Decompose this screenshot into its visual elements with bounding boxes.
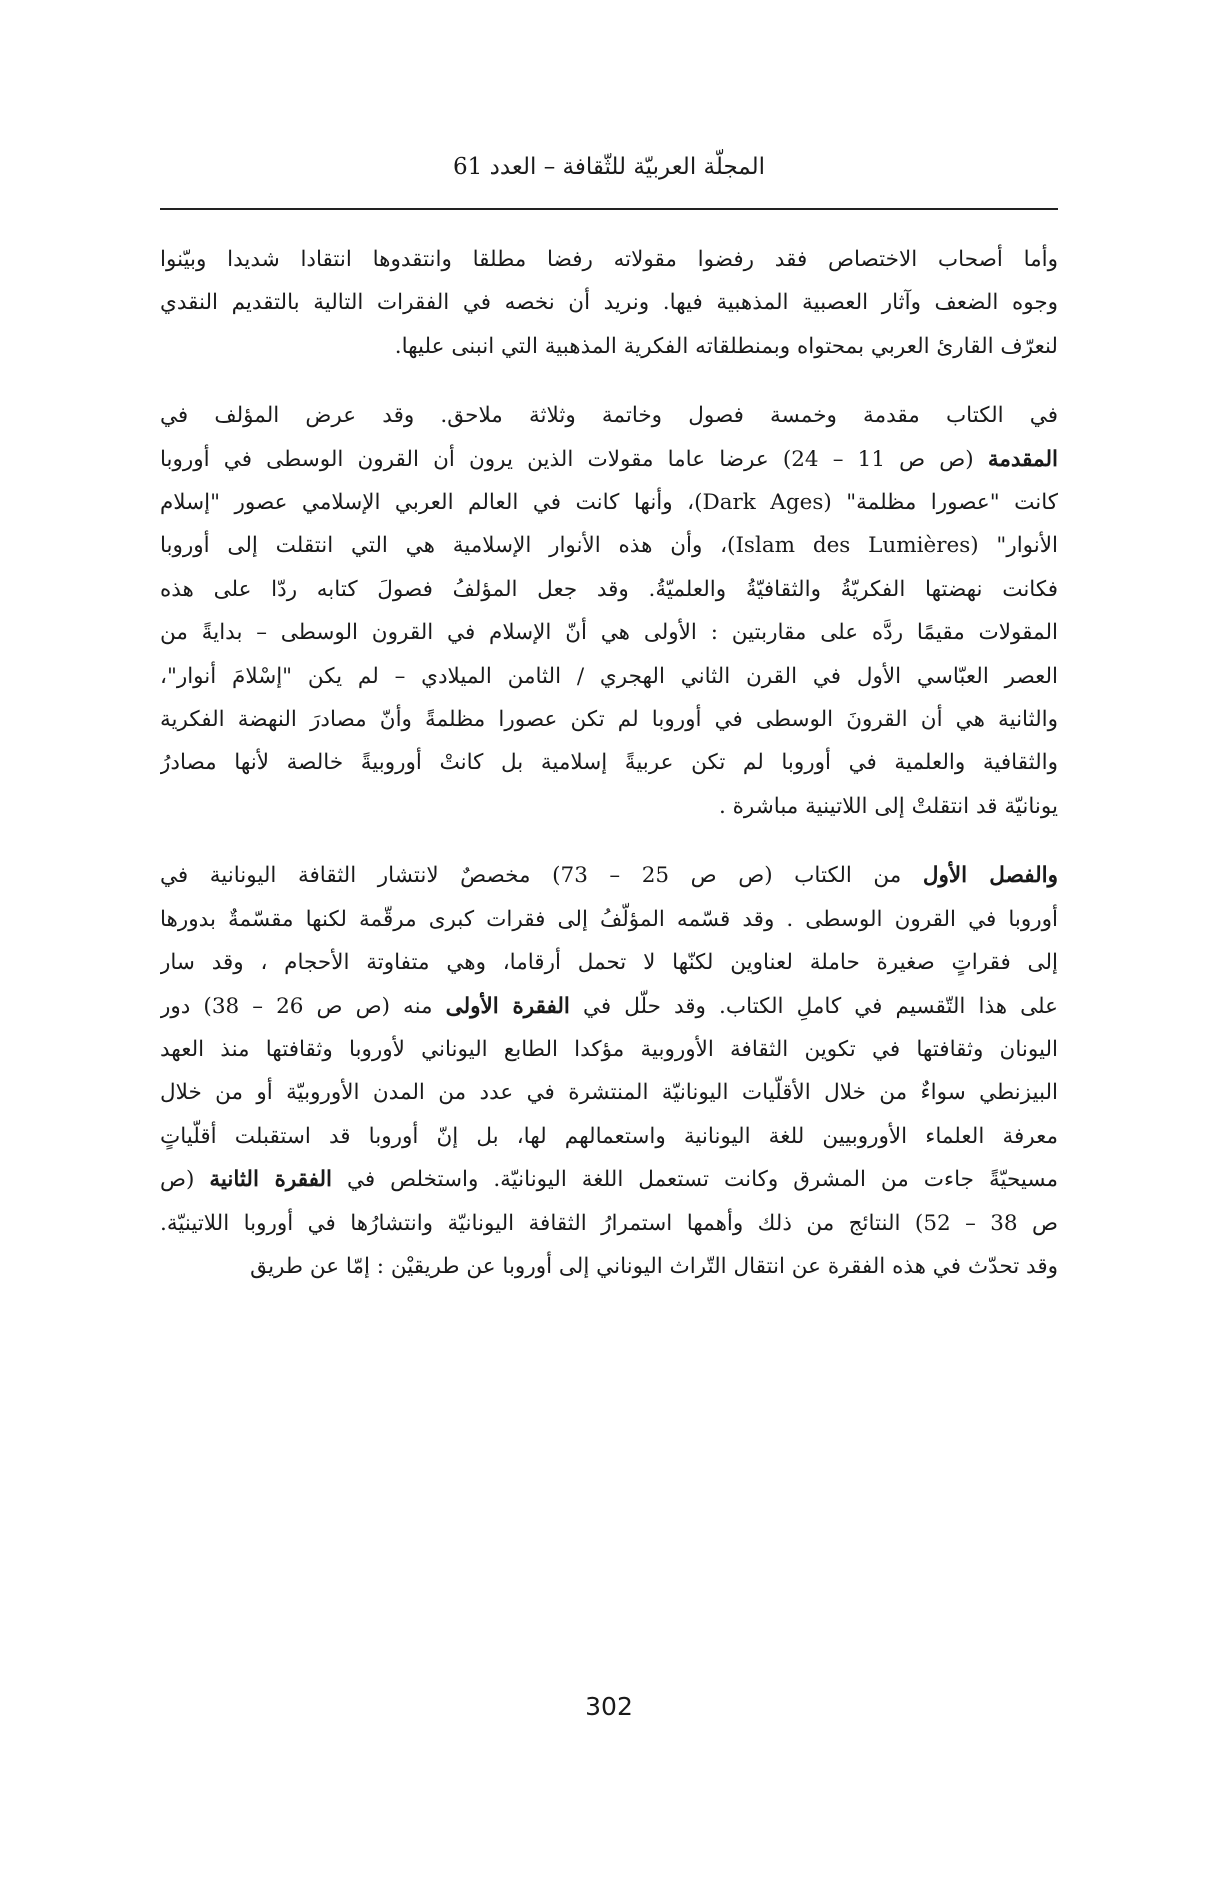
text-run: البيزنطي سواءٌ من خلال الأقلّيات اليونانيّة المنتشرة في عدد من المدن الأوروبيّة أو من خلال (160, 1080, 1058, 1106)
text-line (160, 655, 1058, 698)
text-line (160, 1158, 1058, 1201)
header-rule (160, 208, 1058, 210)
text-run: المقولات مقيمًا ردَّه على مقاربتين : الأولى هي أنّ الإسلام في القرون الوسطى – بدايةً من (160, 620, 1058, 646)
bold-term: الفقرة الثانية (209, 1167, 332, 1193)
text-line (160, 524, 1058, 567)
bold-term: المقدمة (987, 446, 1058, 472)
running-header: المجلّة العربيّة للثّقافة – العدد 61 (452, 154, 766, 180)
text-line (160, 481, 1058, 524)
text-run: فكانت نهضتها الفكريّةُ والثقافيّةُ والعلميّةُ. وقد جعل المؤلفُ فصولَ كتابه ردّا على هذه (160, 576, 1058, 602)
body-text (160, 238, 1058, 1288)
text-line (160, 281, 1058, 324)
text-line (160, 785, 1058, 828)
text-run: الأنوار" (Islam des Lumières)، وأن هذه الأنوار الإسلامية هي التي انتقلت إلى أوروبا (160, 533, 1058, 559)
text-run: والثقافية والعلمية في أوروبا لم تكن عربيةً إسلامية بل كانتْ أوروبيةً خالصة لأنها مصادرُ (160, 750, 1058, 776)
text-run: مسيحيّةً جاءت من المشرق وكانت تستعمل اللغة اليونانيّة. واستخلص في (331, 1167, 1058, 1193)
text-line (160, 698, 1058, 741)
text-run: كانت "عصورا مظلمة" (Dark Ages)، وأنها كانت في العالم العربي الإسلامي عصور "إسلام (160, 490, 1058, 516)
text-run: اليونان وثقافتها في تكوين الثقافة الأوروبية مؤكدا الطابع اليوناني لأوروبا وثقافتها منذ العهد (160, 1036, 1058, 1062)
text-line (160, 1071, 1058, 1114)
text-run: يونانيّة قد انتقلتْ إلى اللاتينية مباشرة . (718, 793, 1058, 819)
bold-term: والفصل الأول (922, 863, 1058, 889)
text-line (160, 1115, 1058, 1158)
text-line (160, 741, 1058, 784)
text-run: وجوه الضعف وآثار العصبية المذهبية فيها. ونريد أن نخصه في الفقرات التالية بالتقديم النقدي (160, 290, 1058, 316)
text-run: وقد تحدّث في هذه الفقرة عن انتقال التّراث اليوناني إلى أوروبا عن طريقيْن : إمّا عن طريق (250, 1253, 1058, 1279)
text-line (160, 438, 1058, 481)
text-run: (ص (160, 1167, 210, 1193)
text-line (160, 854, 1058, 897)
text-run: لنعرّف القارئ العربي بمحتواه وبمنطلقاته الفكرية المذهبية التي انبنى عليها. (394, 333, 1058, 359)
text-run: منه (ص ص 26 – 38) دور (160, 993, 446, 1019)
text-run: وأما أصحاب الاختصاص فقد رفضوا مقولاته رفضا مطلقا وانتقدوها انتقادا شديدا وبيّنوا (160, 247, 1058, 272)
text-line (160, 325, 1058, 368)
text-run: والثانية هي أن القرونَ الوسطى في أوروبا لم تكن عصورا مظلمةً وأنّ مصادرَ النهضة الفكرية (160, 707, 1058, 733)
text-line (160, 568, 1058, 611)
text-run: على هذا التّقسيم في كاملِ الكتاب. وقد حلّل في (569, 993, 1058, 1019)
bold-term: الفقرة الأولى (445, 993, 570, 1019)
text-run: ص 38 – 52) النتائج من ذلك وأهمها استمرارُ الثقافة اليونانيّة وانتشارُها في أوروبا اللاتينيّة. (160, 1210, 1058, 1236)
text-run: معرفة العلماء الأوروبيين للغة اليونانية واستعمالهم لها، بل إنّ أوروبا قد استقبلت أقلّياتٍ (160, 1123, 1058, 1149)
text-line (160, 611, 1058, 654)
text-line (160, 238, 1058, 281)
text-run: إلى فقراتٍ صغيرة حاملة لعناوين لكنّها لا تحمل أرقاما، وهي متفاوتة الأحجام ، وقد سار (160, 950, 1058, 976)
text-line (160, 1202, 1058, 1245)
paragraph (160, 394, 1058, 828)
text-run: أوروبا في القرون الوسطى . وقد قسّمه المؤلّفُ إلى فقرات كبرى مرقّمة لكنها مقسّمةٌ بدورها (160, 906, 1058, 932)
text-run: من الكتاب (ص ص 25 – 73) مخصصٌ لانتشار الثقافة اليونانية في (160, 863, 923, 889)
text-line (160, 394, 1058, 437)
text-line (160, 985, 1058, 1028)
text-line (160, 1245, 1058, 1288)
text-line (160, 898, 1058, 941)
text-line (160, 941, 1058, 984)
text-run: في الكتاب مقدمة وخمسة فصول وخاتمة وثلاثة ملاحق. وقد عرض المؤلف في (160, 403, 1058, 429)
text-run: العصر العبّاسي الأول في القرن الثاني الهجري / الثامن الميلادي – لم يكن "إسْلامَ أنوار"، (160, 663, 1058, 689)
paragraph (160, 854, 1058, 1288)
text-run: (ص ص 11 – 24) عرضا عاما مقولات الذين يرون أن القرون الوسطى في أوروبا (160, 446, 988, 472)
page-number: 302 (585, 1692, 633, 1721)
paragraph (160, 238, 1058, 368)
text-line (160, 1028, 1058, 1071)
